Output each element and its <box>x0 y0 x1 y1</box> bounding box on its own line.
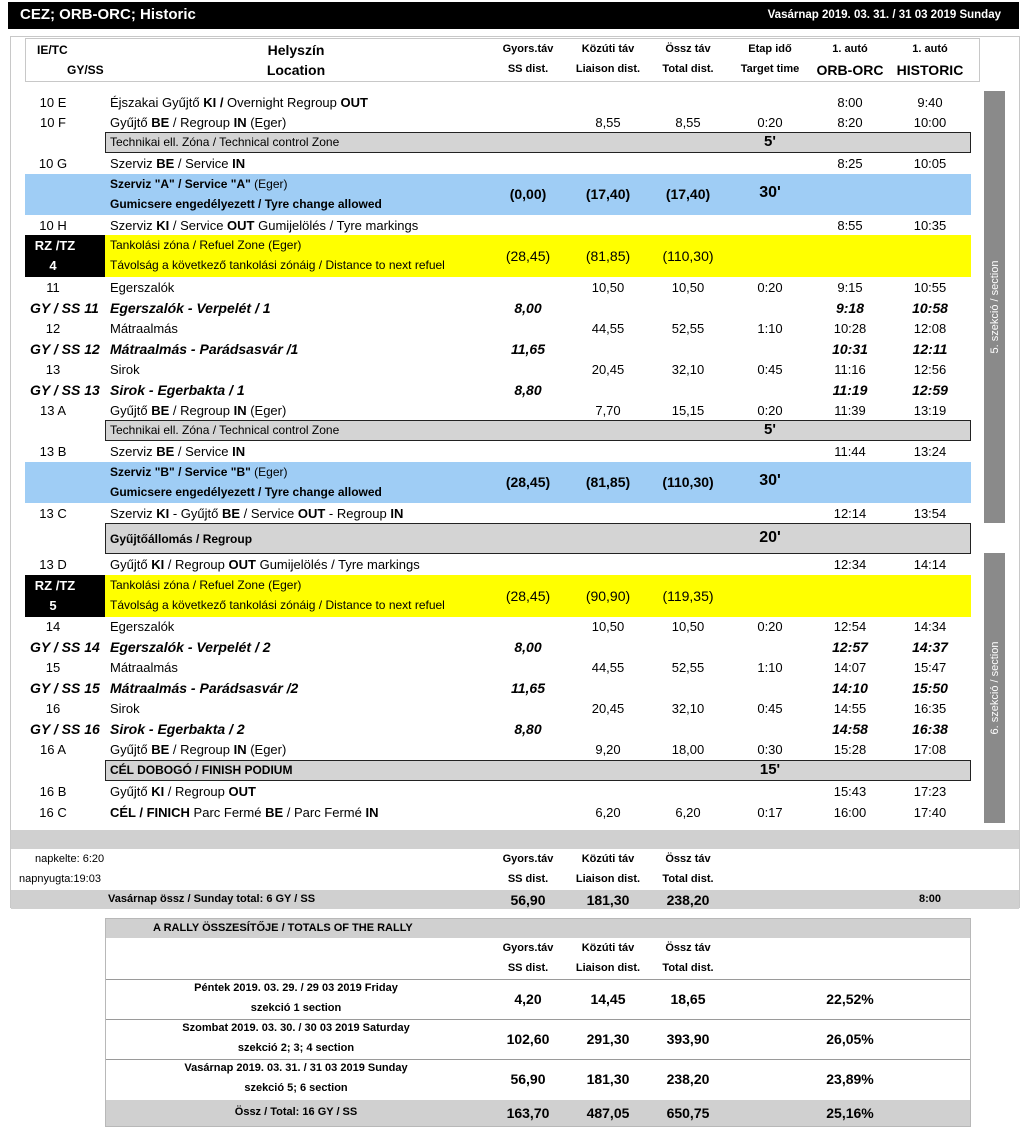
totals-col-liaison-hu: Közúti táv <box>581 942 635 954</box>
grand-total-liaison: 487,05 <box>586 1105 630 1121</box>
row-location: Egerszalók <box>110 280 175 295</box>
technical-zone-time: 5' <box>764 133 776 150</box>
liaison-dist: 20,45 <box>591 701 625 716</box>
day-total: 393,90 <box>666 1031 710 1047</box>
liaison-dist: 9,20 <box>595 742 621 757</box>
total-dist: 8,55 <box>675 115 701 130</box>
ss-code: GY / SS 16 <box>30 721 100 737</box>
day-liaison: 14,45 <box>590 991 626 1007</box>
row-location: Gyűjtő BE / Regroup IN (Eger) <box>110 403 287 418</box>
liaison-dist: 8,55 <box>595 115 621 130</box>
document-title: CEZ; ORB-ORC; Historic <box>20 6 196 23</box>
col-car2-en: HISTORIC <box>896 62 964 78</box>
day-total-time: 8:00 <box>918 893 942 905</box>
col-ss-hu: Gyors.táv <box>502 43 554 55</box>
day-total-ss: 56,90 <box>510 892 546 908</box>
row-location: Szerviz KI / Service OUT Gumijelölés / Tyre markings <box>110 218 419 233</box>
row-code: 13 D <box>39 557 67 572</box>
ss-code: GY / SS 12 <box>30 341 100 357</box>
target-time: 0:20 <box>757 619 783 634</box>
liaison-dist: 20,45 <box>591 362 625 377</box>
day-ss: 4,20 <box>514 991 542 1007</box>
ss-dist: 8,00 <box>514 300 542 316</box>
time-car1: 12:57 <box>832 639 868 655</box>
totals-col-ss-en: SS dist. <box>507 962 549 974</box>
refuel-zone-4-ss: (28,45) <box>505 248 551 264</box>
refuel-zone-5-title: Tankolási zóna / Refuel Zone (Eger) <box>110 578 302 592</box>
row-code: 13 B <box>39 444 67 459</box>
time-car1: 12:34 <box>833 557 867 572</box>
row-code: 16 <box>45 701 61 716</box>
liaison-dist: 6,20 <box>595 805 621 820</box>
refuel-zone-4-total: (110,30) <box>662 248 714 264</box>
service-b-liaison: (81,85) <box>585 474 631 490</box>
time-car1: 15:28 <box>833 742 867 757</box>
time-car1: 14:07 <box>833 660 867 675</box>
time-car1: 11:39 <box>834 403 866 418</box>
day-sections: szekció 1 section <box>250 1002 342 1014</box>
time-car2: 17:40 <box>913 805 947 820</box>
day-col-ss-en: SS dist. <box>507 873 549 885</box>
time-car1: 14:55 <box>833 701 867 716</box>
time-car2: 12:59 <box>912 382 948 398</box>
row-code: 12 <box>45 321 61 336</box>
divider <box>106 1019 970 1020</box>
time-car1: 11:19 <box>832 382 868 398</box>
row-code: 10 G <box>38 156 68 171</box>
liaison-dist: 10,50 <box>591 619 625 634</box>
row-location: Sirok <box>110 362 140 377</box>
rz-tag-4-number: 4 <box>49 258 57 273</box>
day-col-liaison-hu: Közúti táv <box>581 853 635 865</box>
time-car2: 9:40 <box>917 95 943 110</box>
target-time: 0:45 <box>757 701 783 716</box>
col-target-en: Target time <box>740 63 800 75</box>
col-car2-hu: 1. autó <box>912 43 948 55</box>
row-location: Gyűjtő KI / Regroup OUT Gumijelölés / Tyre markings <box>110 557 420 572</box>
time-car2: 13:54 <box>913 506 947 521</box>
target-time: 1:10 <box>757 321 783 336</box>
service-b-total: (110,30) <box>662 474 714 490</box>
technical-zone-label: Technikai ell. Zóna / Technical control Zone <box>110 423 340 437</box>
rz-tag-5-number: 5 <box>49 598 57 613</box>
ss-code: GY / SS 13 <box>30 382 100 398</box>
ss-location: Mátraalmás - Parádsasvár /2 <box>110 680 299 696</box>
row-code: 15 <box>45 660 61 675</box>
time-car2: 17:23 <box>913 784 947 799</box>
service-a-ss: (0,00) <box>509 186 547 202</box>
rally-totals-title: A RALLY ÖSSZESÍTŐJE / TOTALS OF THE RALLY <box>153 922 413 934</box>
day-col-total-en: Total dist. <box>662 873 714 885</box>
day-percentage: 23,89% <box>826 1071 874 1087</box>
day-liaison: 291,30 <box>586 1031 630 1047</box>
ss-location: Sirok - Egerbakta / 2 <box>110 721 245 737</box>
target-time: 0:17 <box>757 805 783 820</box>
refuel-zone-4-distance: Távolság a következő tankolási zónáig / Distance to next refuel <box>110 258 445 272</box>
row-location: Sirok <box>110 701 140 716</box>
day-percentage: 22,52% <box>826 991 874 1007</box>
service-b-ss: (28,45) <box>505 474 551 490</box>
rz-tag-5-label: RZ /TZ <box>34 578 76 593</box>
target-time: 0:20 <box>757 403 783 418</box>
time-car1: 12:54 <box>833 619 867 634</box>
row-code: 14 <box>45 619 61 634</box>
service-a-liaison: (17,40) <box>585 186 631 202</box>
ss-code: GY / SS 14 <box>30 639 100 655</box>
service-b-tyre: Gumicsere engedélyezett / Tyre change allowed <box>110 485 382 499</box>
row-location: Gyűjtő BE / Regroup IN (Eger) <box>110 115 287 130</box>
day-liaison: 181,30 <box>586 1071 630 1087</box>
ss-code: GY / SS 11 <box>30 300 99 316</box>
ss-dist: 11,65 <box>511 680 545 696</box>
refuel-zone-5-total: (119,35) <box>662 588 714 604</box>
section-6-bar: 6. szekció / section <box>984 553 1005 823</box>
divider <box>106 1059 970 1060</box>
ss-location: Egerszalók - Verpelét / 1 <box>110 300 271 316</box>
day-col-ss-hu: Gyors.táv <box>502 853 554 865</box>
refuel-zone-4-liaison: (81,85) <box>585 248 631 264</box>
day-col-liaison-en: Liaison dist. <box>575 873 641 885</box>
col-ss-en: SS dist. <box>507 63 549 75</box>
col-target-hu: Etap idő <box>748 43 792 55</box>
service-a-time: 30' <box>759 184 781 201</box>
col-total-en: Total dist. <box>662 63 714 75</box>
row-code: 11 <box>46 280 60 295</box>
refuel-zone-5-liaison: (90,90) <box>585 588 631 604</box>
refuel-zone-5-ss: (28,45) <box>505 588 551 604</box>
technical-zone-label: Technikai ell. Zóna / Technical control Zone <box>110 135 340 149</box>
row-code: 16 A <box>39 742 67 757</box>
title-bar <box>8 2 1019 29</box>
time-car2: 16:38 <box>912 721 948 737</box>
liaison-dist: 44,55 <box>591 660 625 675</box>
row-code: 10 H <box>39 218 67 233</box>
day-total-label: Vasárnap össz / Sunday total: 6 GY / SS <box>108 893 316 905</box>
row-location: Gyűjtő KI / Regroup OUT <box>110 784 256 799</box>
time-car2: 10:05 <box>913 156 947 171</box>
time-car2: 12:08 <box>913 321 947 336</box>
time-car1: 8:25 <box>837 156 863 171</box>
day-sections: szekció 5; 6 section <box>244 1082 348 1094</box>
ss-dist: 8,00 <box>514 639 542 655</box>
time-car1: 11:16 <box>834 362 866 377</box>
row-code: 10 F <box>39 115 66 130</box>
service-a-tyre: Gumicsere engedélyezett / Tyre change allowed <box>110 197 382 211</box>
row-code: 16 C <box>39 805 67 820</box>
time-car1: 8:20 <box>837 115 863 130</box>
time-car2: 14:34 <box>913 619 947 634</box>
col-total-hu: Össz táv <box>665 43 711 55</box>
totals-col-total-hu: Össz táv <box>665 942 711 954</box>
col-liaison-en: Liaison dist. <box>575 63 641 75</box>
col-ie-tc: IE/TC <box>37 43 68 57</box>
liaison-dist: 44,55 <box>591 321 625 336</box>
row-code: 13 C <box>39 506 67 521</box>
grand-total-ss: 163,70 <box>506 1105 550 1121</box>
target-time: 0:20 <box>757 115 783 130</box>
day-ss: 56,90 <box>510 1071 546 1087</box>
time-car1: 10:31 <box>832 341 868 357</box>
document-date: Vasárnap 2019. 03. 31. / 31 03 2019 Sunday <box>767 9 1001 21</box>
time-car2: 13:19 <box>913 403 947 418</box>
row-location: Szerviz BE / Service IN <box>110 156 246 171</box>
total-dist: 10,50 <box>671 280 705 295</box>
time-car1: 14:58 <box>832 721 868 737</box>
ss-location: Egerszalók - Verpelét / 2 <box>110 639 271 655</box>
liaison-dist: 7,70 <box>595 403 621 418</box>
ss-location: Mátraalmás - Parádsasvár /1 <box>110 341 299 357</box>
total-dist: 52,55 <box>671 321 705 336</box>
ss-location: Sirok - Egerbakta / 1 <box>110 382 245 398</box>
day-total-liaison: 181,30 <box>586 892 630 908</box>
time-car2: 16:35 <box>913 701 947 716</box>
row-code: 13 A <box>39 403 67 418</box>
rz-tag-4-label: RZ /TZ <box>34 238 76 253</box>
col-gy-ss: GY/SS <box>67 63 104 77</box>
technical-zone-time: 5' <box>764 421 776 438</box>
row-location: Éjszakai Gyűjtő KI / Overnight Regroup OUT <box>110 95 368 110</box>
row-code: 13 <box>45 362 61 377</box>
row-location: Szerviz KI - Gyűjtő BE / Service OUT - Regroup IN <box>110 506 404 521</box>
service-a-title: Szerviz "A" / Service "A" (Eger) <box>110 177 288 191</box>
time-car2: 10:58 <box>912 300 948 316</box>
total-dist: 52,55 <box>671 660 705 675</box>
row-location: Mátraalmás <box>110 660 178 675</box>
row-location: Egerszalók <box>110 619 175 634</box>
refuel-zone-4-title: Tankolási zóna / Refuel Zone (Eger) <box>110 238 302 252</box>
total-dist: 32,10 <box>671 701 705 716</box>
day-sections: szekció 2; 3; 4 section <box>237 1042 355 1054</box>
target-time: 0:30 <box>757 742 783 757</box>
row-location: Gyűjtő BE / Regroup IN (Eger) <box>110 742 287 757</box>
total-dist: 32,10 <box>671 362 705 377</box>
time-car1: 9:18 <box>835 300 865 316</box>
day-ss: 102,60 <box>506 1031 550 1047</box>
time-car1: 8:55 <box>837 218 863 233</box>
col-car1-hu: 1. autó <box>832 43 868 55</box>
day-percentage: 26,05% <box>826 1031 874 1047</box>
service-b-time: 30' <box>759 472 781 489</box>
time-car2: 17:08 <box>913 742 947 757</box>
total-dist: 18,00 <box>671 742 705 757</box>
time-car2: 10:35 <box>913 218 947 233</box>
time-car1: 14:10 <box>832 680 868 696</box>
sunrise: napkelte: 6:20 <box>35 853 105 865</box>
col-location-hu: Helyszín <box>267 42 325 58</box>
row-location: Mátraalmás <box>110 321 178 336</box>
col-location-en: Location <box>266 62 326 78</box>
time-car2: 14:14 <box>913 557 947 572</box>
time-car2: 15:47 <box>913 660 947 675</box>
total-dist: 6,20 <box>675 805 701 820</box>
col-liaison-hu: Közúti táv <box>581 43 635 55</box>
service-b-title: Szerviz "B" / Service "B" (Eger) <box>110 465 288 479</box>
row-location: CÉL / FINICH Parc Fermé BE / Parc Fermé IN <box>110 805 379 820</box>
ss-dist: 8,80 <box>514 382 542 398</box>
time-car2: 13:24 <box>913 444 947 459</box>
target-time: 0:20 <box>757 280 783 295</box>
totals-col-ss-hu: Gyors.táv <box>502 942 554 954</box>
service-a-total: (17,40) <box>665 186 711 202</box>
grand-total-total: 650,75 <box>666 1105 710 1121</box>
col-car1-en: ORB-ORC <box>816 62 884 78</box>
row-location: Szerviz BE / Service IN <box>110 444 246 459</box>
row-code: 10 E <box>39 95 67 110</box>
day-label: Péntek 2019. 03. 29. / 29 03 2019 Friday <box>194 982 398 994</box>
total-dist: 15,15 <box>671 403 705 418</box>
day-total: 18,65 <box>670 991 706 1007</box>
target-time: 1:10 <box>757 660 783 675</box>
ss-code: GY / SS 15 <box>30 680 100 696</box>
time-car2: 10:55 <box>913 280 947 295</box>
day-total-total: 238,20 <box>666 892 710 908</box>
day-label: Vasárnap 2019. 03. 31. / 31 03 2019 Sunday <box>184 1062 408 1074</box>
ss-dist: 8,80 <box>514 721 542 737</box>
divider <box>106 979 970 980</box>
time-car2: 14:37 <box>912 639 948 655</box>
section-5-bar: 5. szekció / section <box>984 91 1005 523</box>
day-total: 238,20 <box>666 1071 710 1087</box>
time-car2: 12:11 <box>912 341 948 357</box>
time-car2: 12:56 <box>913 362 947 377</box>
time-car1: 12:14 <box>833 506 867 521</box>
time-car1: 16:00 <box>833 805 867 820</box>
time-car1: 11:44 <box>834 444 866 459</box>
grand-total-label: Össz / Total: 16 GY / SS <box>234 1106 358 1118</box>
finish-podium-time: 15' <box>759 761 781 778</box>
time-car1: 9:15 <box>837 280 863 295</box>
time-car2: 10:00 <box>913 115 947 130</box>
separator-bar <box>11 830 1019 849</box>
regroup-time: 20' <box>759 529 781 546</box>
sunset: napnyugta:19:03 <box>19 873 101 885</box>
target-time: 0:45 <box>757 362 783 377</box>
row-code: 16 B <box>39 784 67 799</box>
liaison-dist: 10,50 <box>591 280 625 295</box>
totals-col-liaison-en: Liaison dist. <box>575 962 641 974</box>
time-car1: 10:28 <box>833 321 867 336</box>
day-col-total-hu: Össz táv <box>665 853 711 865</box>
time-car1: 15:43 <box>833 784 867 799</box>
time-car2: 15:50 <box>912 680 948 696</box>
time-car1: 8:00 <box>837 95 863 110</box>
refuel-zone-5-distance: Távolság a következő tankolási zónáig / Distance to next refuel <box>110 598 445 612</box>
total-dist: 10,50 <box>671 619 705 634</box>
regroup-label: Gyűjtőállomás / Regroup <box>110 532 253 546</box>
totals-col-total-en: Total dist. <box>662 962 714 974</box>
finish-podium-label: CÉL DOBOGÓ / FINISH PODIUM <box>110 763 293 777</box>
ss-dist: 11,65 <box>511 341 545 357</box>
grand-total-percentage: 25,16% <box>826 1105 874 1121</box>
day-label: Szombat 2019. 03. 30. / 30 03 2019 Saturday <box>182 1022 410 1034</box>
